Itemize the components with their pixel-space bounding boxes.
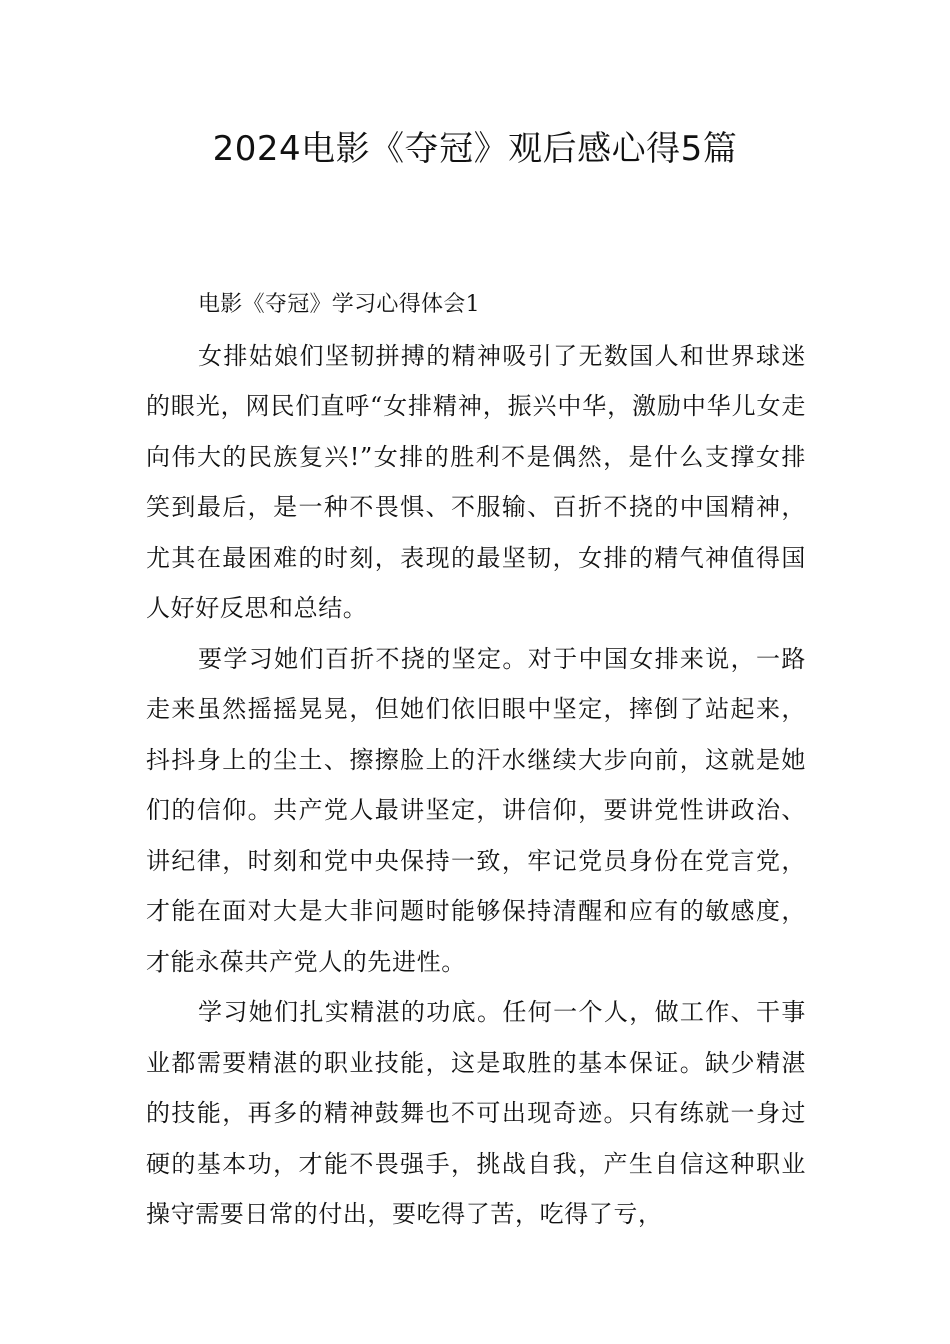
body-paragraph: 女排姑娘们坚韧拼搏的精神吸引了无数国人和世界球迷的眼光，网民们直呼“女排精神，振兴中华，激励中华儿女走向伟大的民族复兴!”女排的胜利不是偶然，是什么支撑女排笑到最后，是一种不畏惧、不服输、百折不挠的中国精神，尤其在最困难的时刻，表现的最坚韧，女排的精气神值得国人好好反思和总结。	[146, 341, 806, 622]
body-paragraph: 学习她们扎实精湛的功底。任何一个人，做工作、干事业都需要精湛的职业技能，这是取胜的基本保证。缺少精湛的技能，再多的精神鼓舞也不可出现奇迹。只有练就一身过硬的基本功，才能不畏强手，挑战自我，产生自信这种职业操守需要日常的付出，要吃得了苦，吃得了亏，	[146, 998, 806, 1228]
document-body	[146, 280, 806, 1240]
section-heading: 电影《夺冠》学习心得体会1	[198, 292, 480, 317]
body-paragraph: 要学习她们百折不挠的坚定。对于中国女排来说，一路走来虽然摇摇晃晃，但她们依旧眼中坚定，摔倒了站起来，抖抖身上的尘土、擦擦脸上的汗水继续大步向前，这就是她们的信仰。共产党人最讲坚定，讲信仰，要讲党性讲政治、讲纪律，时刻和党中央保持一致，牢记党员身份在党言党，才能在面对大是大非问题时能够保持清醒和应有的敏感度，才能永葆共产党人的先进性。	[146, 644, 806, 976]
document-title: 2024电影《夺冠》观后感心得5篇	[212, 129, 738, 169]
